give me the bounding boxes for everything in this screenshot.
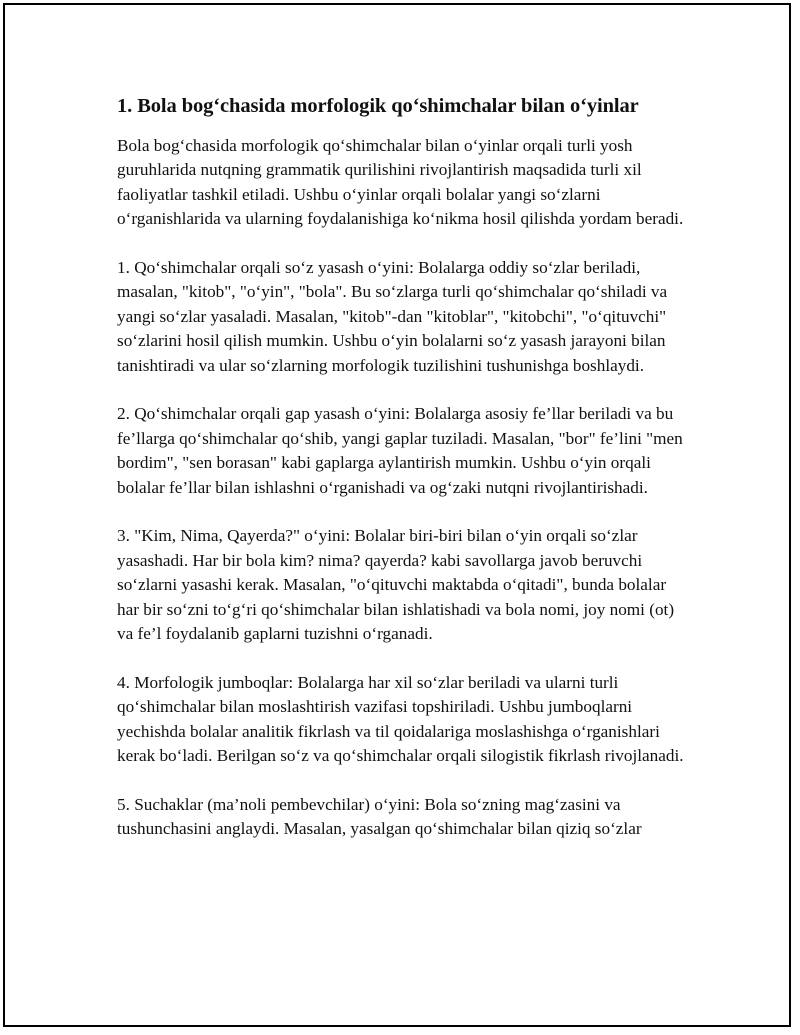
document-body xyxy=(117,92,687,866)
section-heading: 1. Bola bog‘chasida morfologik qo‘shimchalar bilan o‘yinlar xyxy=(117,95,639,117)
paragraph-who-what-where-game: 3. "Kim, Nima, Qayerda?" o‘yini: Bolalar biri-biri bilan o‘yin orqali so‘zlar yasashadi. Har bir bola kim? nima? qayerda? kabi savollarga javob beruvchi so‘zlarni yasashi kerak. Masalan, "o‘qituvchi maktabda o‘qitadi", bunda bolalar har bir so‘zni to‘g‘ri qo‘shimchalar bilan ishlatishadi va bola nomi, joy nomi (ot) va fe’l foydalanib gaplarni tuzishni o‘rganadi. xyxy=(117,526,675,644)
paragraph-sentence-building-game: 2. Qo‘shimchalar orqali gap yasash o‘yini: Bolalarga asosiy fe’llar beriladi va bu fe’llarga qo‘shimchalar qo‘shib, yangi gaplar tuziladi. Masalan, "bor" fe’lini "men bordim", "sen borasan" kabi gaplarga aylantirish mumkin. Ushbu o‘yin orqali bolalar fe’llar bilan ishlashni o‘rganishadi va og‘zaki nutqni rivojlantirishadi. xyxy=(117,404,683,497)
paragraph-word-formation-game: 1. Qo‘shimchalar orqali so‘z yasash o‘yini: Bolalarga oddiy so‘zlar beriladi, masalan, "kitob", "o‘yin", "bola". Bu so‘zlarga turli qo‘shimchalar qo‘shiladi va yangi so‘zlar yasaladi. Masalan, "kitob"-dan "kitoblar", "kitobchi", "o‘qituvchi" so‘zlarini hosil qilish mumkin. Ushbu o‘yin bolalarni so‘z yasash jarayoni bilan tanishtiradi va ular so‘zlarning morfologik tuzilishini tushunishga boshlaydi. xyxy=(117,258,668,375)
paragraph-riddles-game: 5. Suchaklar (ma’noli pembevchilar) o‘yini: Bola so‘zning mag‘zasini va tushunchasini anglaydi. Masalan, yasalgan qo‘shimchalar bilan qiziq so‘zlar xyxy=(117,794,642,839)
intro-paragraph: Bola bog‘chasida morfologik qo‘shimchalar bilan o‘yinlar orqali turli yosh guruhlarida nutqning grammatik qurilishini rivojlantirish maqsadida turli xil faoliyatlar tashkil etiladi. Ushbu o‘yinlar orqali bolalar yangi so‘zlarni o‘rganishlarida va ularning foydalanishiga ko‘nikma hosil qilishda yordam beradi. xyxy=(117,136,684,229)
paragraph-morphological-puzzles: 4. Morfologik jumboqlar: Bolalarga har xil so‘zlar beriladi va ularni turli qo‘shimchalar bilan moslashtirish vazifasi topshiriladi. Ushbu jumboqlarni yechishda bolalar analitik fikrlash va til qoidalariga moslashishga o‘rganishlari kerak bo‘ladi. Berilgan so‘z va qo‘shimchalar orqali silogistik fikrlash rivojlanadi. xyxy=(117,672,684,766)
